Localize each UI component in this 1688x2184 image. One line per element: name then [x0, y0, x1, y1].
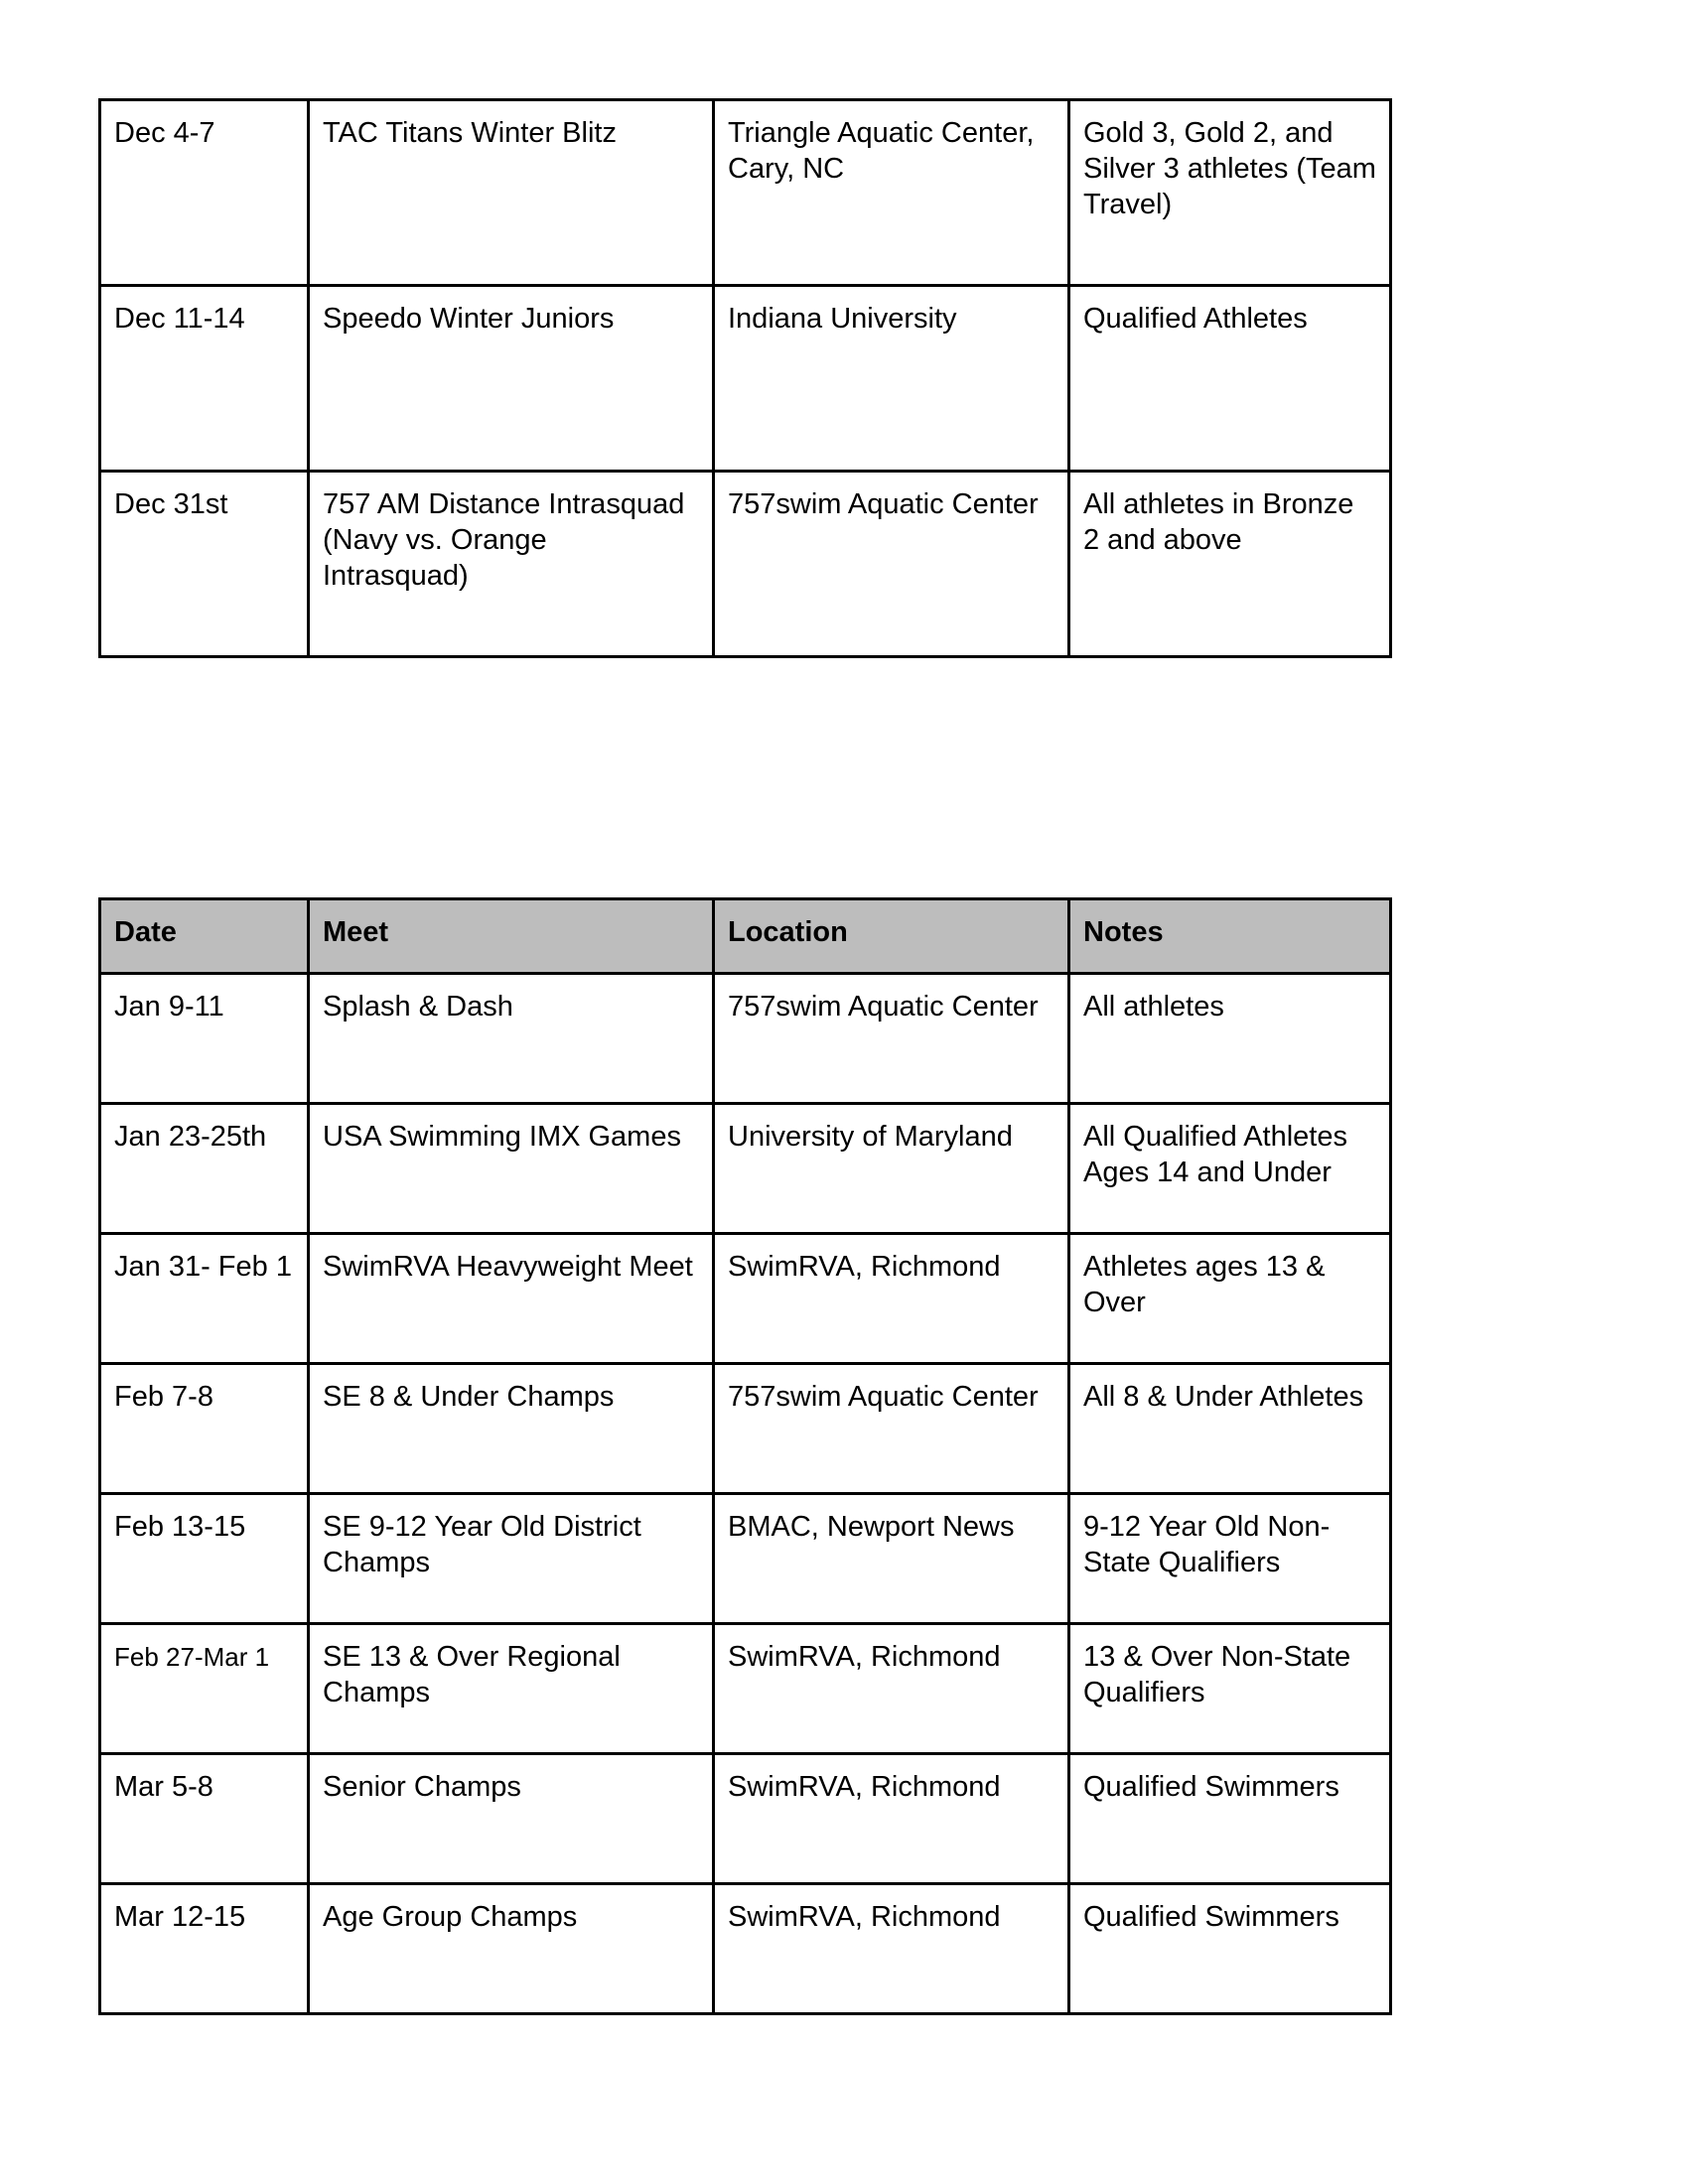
meet-date: Feb 13-15 — [100, 1494, 309, 1624]
table-row — [100, 1624, 1391, 1754]
meet-name: SwimRVA Heavyweight Meet — [309, 1234, 714, 1364]
meet-location: SwimRVA, Richmond — [714, 1884, 1069, 2014]
meet-date: Jan 31- Feb 1 — [100, 1234, 309, 1364]
meet-name: Senior Champs — [309, 1754, 714, 1884]
meet-location: 757swim Aquatic Center — [714, 974, 1069, 1104]
meet-location: BMAC, Newport News — [714, 1494, 1069, 1624]
table-row — [100, 472, 1391, 657]
meet-notes: All athletes in Bronze 2 and above — [1069, 472, 1391, 657]
meet-notes: Qualified Swimmers — [1069, 1884, 1391, 2014]
december-meet-table — [98, 98, 1392, 658]
meet-notes: Gold 3, Gold 2, and Silver 3 athletes (Team Travel) — [1069, 100, 1391, 286]
meet-location: SwimRVA, Richmond — [714, 1234, 1069, 1364]
column-header-notes: Notes — [1069, 899, 1391, 974]
meet-date: Mar 12-15 — [100, 1884, 309, 2014]
meet-date: Dec 31st — [100, 472, 309, 657]
meet-name: Speedo Winter Juniors — [309, 286, 714, 472]
meet-location: 757swim Aquatic Center — [714, 1364, 1069, 1494]
meet-location: Indiana University — [714, 286, 1069, 472]
meet-notes: 9-12 Year Old Non-State Qualifiers — [1069, 1494, 1391, 1624]
meet-notes: All 8 & Under Athletes — [1069, 1364, 1391, 1494]
meet-notes: 13 & Over Non-State Qualifiers — [1069, 1624, 1391, 1754]
meet-name: SE 13 & Over Regional Champs — [309, 1624, 714, 1754]
table-row — [100, 974, 1391, 1104]
meet-notes: Qualified Athletes — [1069, 286, 1391, 472]
table-row — [100, 1104, 1391, 1234]
meet-notes: All Qualified Athletes Ages 14 and Under — [1069, 1104, 1391, 1234]
table-header-row — [100, 899, 1391, 974]
meet-name: Splash & Dash — [309, 974, 714, 1104]
table-row — [100, 1494, 1391, 1624]
column-header-date: Date — [100, 899, 309, 974]
meet-location: SwimRVA, Richmond — [714, 1754, 1069, 1884]
meet-name: 757 AM Distance Intrasquad (Navy vs. Orange Intrasquad) — [309, 472, 714, 657]
table-row — [100, 100, 1391, 286]
meet-name: SE 9-12 Year Old District Champs — [309, 1494, 714, 1624]
meet-date: Jan 23-25th — [100, 1104, 309, 1234]
column-header-meet: Meet — [309, 899, 714, 974]
meet-location: University of Maryland — [714, 1104, 1069, 1234]
winter-meet-table — [98, 897, 1392, 2015]
meet-date: Dec 11-14 — [100, 286, 309, 472]
meet-location: SwimRVA, Richmond — [714, 1624, 1069, 1754]
table-row — [100, 286, 1391, 472]
meet-date: Mar 5-8 — [100, 1754, 309, 1884]
table-row — [100, 1234, 1391, 1364]
meet-notes: Athletes ages 13 & Over — [1069, 1234, 1391, 1364]
meet-name: SE 8 & Under Champs — [309, 1364, 714, 1494]
meet-date: Feb 7-8 — [100, 1364, 309, 1494]
meet-location: Triangle Aquatic Center, Cary, NC — [714, 100, 1069, 286]
meet-date: Dec 4-7 — [100, 100, 309, 286]
meet-notes: Qualified Swimmers — [1069, 1754, 1391, 1884]
meet-name: TAC Titans Winter Blitz — [309, 100, 714, 286]
meet-location: 757swim Aquatic Center — [714, 472, 1069, 657]
table-row — [100, 1364, 1391, 1494]
meet-notes: All athletes — [1069, 974, 1391, 1104]
meet-date: Feb 27-Mar 1 — [100, 1624, 309, 1754]
table-row — [100, 1884, 1391, 2014]
meet-name: USA Swimming IMX Games — [309, 1104, 714, 1234]
meet-name: Age Group Champs — [309, 1884, 714, 2014]
meet-date: Jan 9-11 — [100, 974, 309, 1104]
column-header-location: Location — [714, 899, 1069, 974]
table-row — [100, 1754, 1391, 1884]
